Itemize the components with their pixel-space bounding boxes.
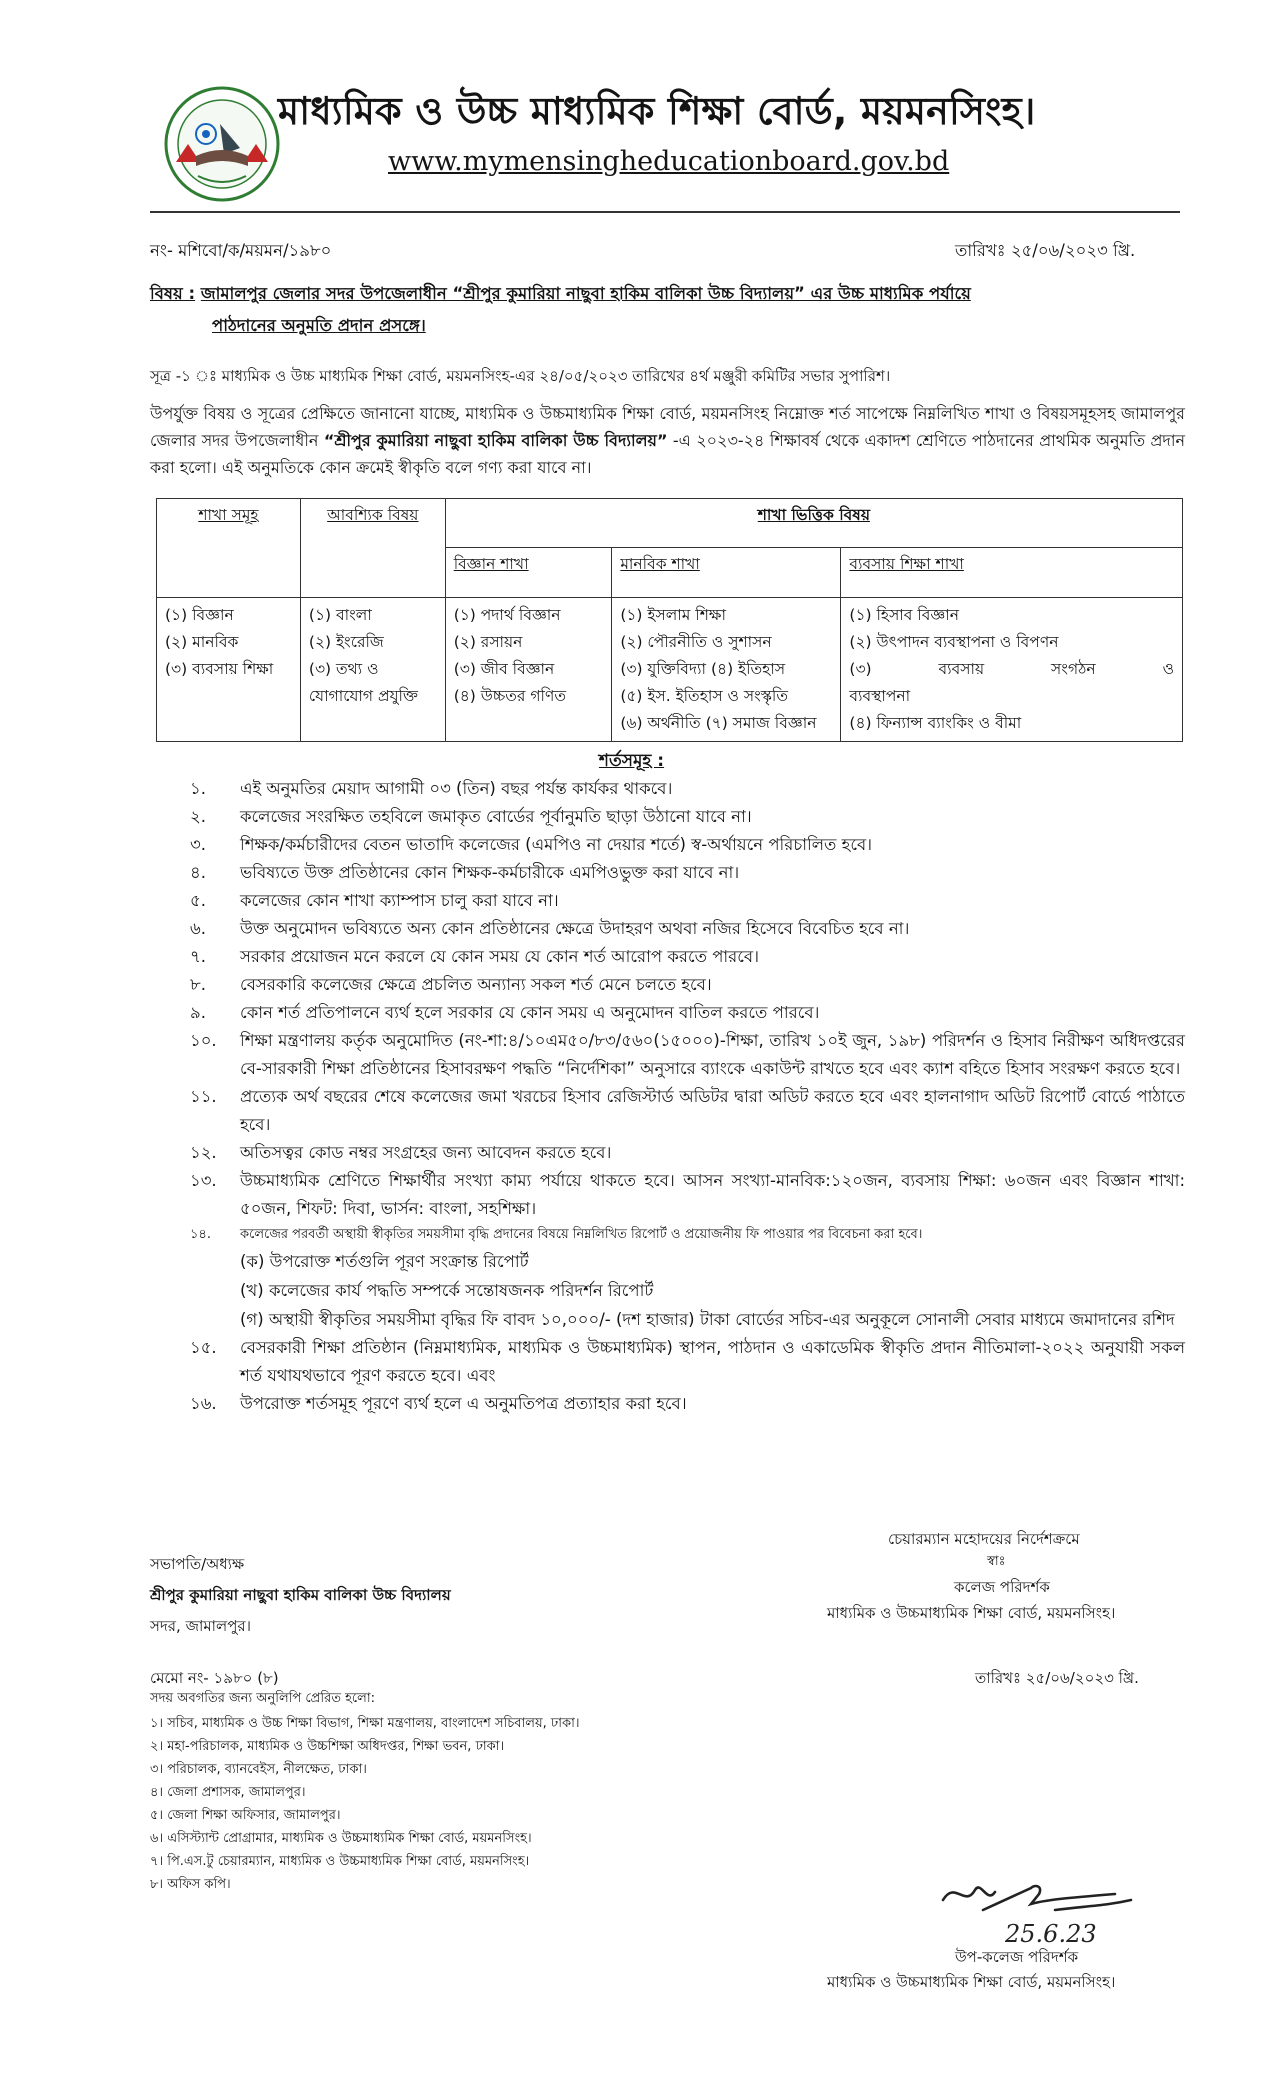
condition-text: উপরোক্ত শর্তসমূহ পূরণে ব্যর্থ হলে এ অনুমতিপত্র প্রত্যাহার করা হবে। [240, 1394, 687, 1413]
copy-item: ৫। জেলা শিক্ষা অফিসার, জামালপুর। [150, 1808, 341, 1823]
intro-paragraph [150, 400, 1185, 481]
condition-text: ভবিষ্যতে উক্ত প্রতিষ্ঠানের কোন শিক্ষক-কর্মচারীকে এমপিওভুক্ত করা যাবে না। [240, 863, 740, 882]
condition-text: কোন শর্ত প্রতিপালনে ব্যর্থ হলে সরকার যে কোন সময় এ অনুমোদন বাতিল করতে পারবে। [240, 1003, 820, 1022]
condition-item [190, 971, 1185, 999]
business-item: ব্যবস্থাপনা [849, 687, 911, 705]
condition-text: কলেজের কোন শাখা ক্যাম্পাস চালু করা যাবে না। [240, 891, 559, 910]
signatory-signed: স্বাঃ [987, 1554, 1006, 1569]
condition-number: ৬. [190, 919, 206, 938]
branch-item: (৩) ব্যবসায় শিক্ষা [165, 660, 274, 678]
science-cell [445, 598, 612, 742]
condition-number: ১৫. [190, 1338, 217, 1357]
col-compulsory-header: আবশ্যিক বিষয় [300, 499, 445, 598]
condition-number: ৩. [190, 835, 206, 854]
condition-text: শিক্ষা মন্ত্রণালয় কর্তৃক অনুমোদিত (নং-শা:৪/১০এম৫০/৮৩/৫৬০(১৫০০০)-শিক্ষা, তারিখ ১০ই জুন, ১৯৮) পরিদর্শন ও হিসাব নিরীক্ষণ অধিদপ্তরের বে-সারকারী শিক্ষা প্রতিষ্ঠানের হিসাবরক্ষণ পদ্ধতি “নির্দেশিকা” অনুসারে ব্যাংকে একাউন্ট রাখতে হবে এবং ক্যাশ বহিতে হিসাব সংরক্ষণ করতে হবে। [240, 1031, 1185, 1078]
col-branches-header: শাখা সমূহ [157, 499, 301, 598]
science-item: (৪) উচ্চতর গণিত [453, 687, 566, 705]
humanities-item: (৩) যুক্তিবিদ্যা (৪) ইতিহাস [620, 660, 786, 678]
board-logo [162, 84, 282, 204]
condition-item [190, 1027, 1185, 1083]
condition-item [190, 859, 1185, 887]
compulsory-item: (৩) তথ্য ও [308, 660, 379, 678]
subjects-table [156, 498, 1183, 742]
condition-item [190, 943, 1185, 971]
condition-item [190, 999, 1185, 1027]
board-website[interactable]: www.mymensingheducationboard.gov.bd [388, 146, 950, 177]
copy-item: ৮। অফিস কপি। [150, 1877, 231, 1892]
condition-number: ১. [190, 779, 206, 798]
handwritten-signature [935, 1860, 1145, 1950]
condition-text: উচ্চমাধ্যমিক শ্রেণিতে শিক্ষার্থীর সংখ্যা কাম্য পর্যায়ে থাকতে হবে। আসন সংখ্যা-মানবিক:১২০জন, ব্যবসায় শিক্ষা: ৬০জন এবং বিজ্ঞান শাখা: ৫০জন, শিফট: দিবা, ভার্সন: বাংলা, সহশিক্ষা। [240, 1171, 1185, 1218]
condition-text: বেসরকারি কলেজের ক্ষেত্রে প্রচলিত অন্যান্য সকল শর্ত মেনে চলতে হবে। [240, 975, 712, 994]
recipient-title: সভাপতি/অধ্যক্ষ [150, 1555, 245, 1573]
subject-line-2: পাঠদানের অনুমতি প্রদান প্রসঙ্গে। [212, 316, 426, 335]
subject-line-1: জামালপুর জেলার সদর উপজেলাধীন “শ্রীপুর কুমারিয়া নাছুবা হাকিম বালিকা উচ্চ বিদ্যালয়” এর উচ্চ মাধ্যমিক পর্যায়ে [200, 284, 971, 303]
humanities-item: (৫) ইস. ইতিহাস ও সংস্কৃতি [620, 687, 788, 705]
humanities-item: (৬) অর্থনীতি (৭) সমাজ বিজ্ঞান [620, 714, 817, 732]
signatory-by-order: চেয়ারম্যান মহোদয়ের নির্দেশক্রমে [888, 1530, 1080, 1548]
copy-list [150, 1712, 580, 1896]
condition-number: ১৪. [190, 1227, 212, 1242]
sub-humanities-header: মানবিক শাখা [612, 548, 841, 598]
business-cell [841, 598, 1183, 742]
branches-cell [157, 598, 301, 742]
memo2-date: তারিখঃ ২৫/০৬/২০২৩ খ্রি. [975, 1669, 1139, 1687]
signatory-board: মাধ্যমিক ও উচ্চমাধ্যমিক শিক্ষা বোর্ড, ময়মনসিংহ। [827, 1604, 1116, 1622]
condition-text: কলেজের সংরক্ষিত তহবিলে জমাকৃত বোর্ডের পূর্বানুমতি ছাড়া উঠানো যাবে না। [240, 807, 752, 826]
condition-text: শিক্ষক/কর্মচারীদের বেতন ভাতাদি কলেজের (এমপিও না দেয়ার শর্তে) স্ব-অর্থায়নে পরিচালিত হবে। [240, 835, 873, 854]
science-item: (২) রসায়ন [453, 633, 523, 651]
humanities-cell [612, 598, 841, 742]
subject-label: বিষয় : [150, 284, 196, 303]
condition-item [190, 775, 1185, 803]
condition-item [190, 915, 1185, 943]
memo2-number: মেমো নং- ১৯৮০ (৮) [150, 1669, 279, 1687]
condition-text: সরকার প্রয়োজন মনে করলে যে কোন সময় যে কোন শর্ত আরোপ করতে পারবে। [240, 947, 759, 966]
copy-item: ৭। পি.এস.টু চেয়ারম্যান, মাধ্যমিক ও উচ্চমাধ্যমিক শিক্ষা বোর্ড, ময়মনসিংহ। [150, 1854, 530, 1869]
deputy-board: মাধ্যমিক ও উচ্চমাধ্যমিক শিক্ষা বোর্ড, ময়মনসিংহ। [827, 1973, 1116, 1991]
condition-item [190, 1223, 1185, 1334]
condition-number: ৯. [190, 1003, 206, 1022]
condition-subitem: (গ) অস্থায়ী স্বীকৃতির সময়সীমা বৃদ্ধির ফি বাবদ ১০,০০০/- (দশ হাজার) টাকা বোর্ডের সচিব-এর অনুকূলে সোনালী সেবার মাধ্যমে জমাদানের রশিদ [240, 1310, 1175, 1329]
branch-item: (১) বিজ্ঞান [165, 606, 234, 624]
condition-with-subitems [240, 1223, 1185, 1334]
business-item: (২) উৎপাদন ব্যবস্থাপনা ও বিপণন [849, 633, 1059, 651]
deputy-designation: উপ-কলেজ পরিদর্শক [955, 1948, 1079, 1966]
intro-part-1: উপর্যুক্ত বিষয় ও সূত্রের প্রেক্ষিতে জানানো যাচ্ছে, মাধ্যমিক ও উচ্চমাধ্যমিক শিক্ষা বোর্ড, ময়মনসিংহ নিম্নোক্ত শর্ত সাপেক্ষে নিম্নলিখিত শাখা ও বিষয়সমূহসহ জামালপুর জেলার সদর উপজেলাধীন [150, 404, 1185, 450]
condition-subitem: (খ) কলেজের কার্য পদ্ধতি সম্পর্কে সন্তোষজনক পরিদর্শন রিপোর্ট [240, 1281, 654, 1300]
memo-number: নং- মশিবো/ক/ময়মন/১৯৮০ [150, 241, 332, 260]
signature-date: 25.6.23 [1005, 1920, 1097, 1948]
sub-science-header: বিজ্ঞান শাখা [445, 548, 612, 598]
science-item: (৩) জীব বিজ্ঞান [453, 660, 555, 678]
condition-text: এই অনুমতির মেয়াদ আগামী ০৩ (তিন) বছর পর্যন্ত কার্যকর থাকবে। [240, 779, 673, 798]
condition-item [190, 887, 1185, 915]
recipient-college: শ্রীপুর কুমারিয়া নাছুবা হাকিম বালিকা উচ্চ বিদ্যালয় [150, 1586, 451, 1604]
condition-item [190, 831, 1185, 859]
condition-text: কলেজের পরবর্তী অস্থায়ী স্বীকৃতির সময়সীমা বৃদ্ধি প্রদানের বিষয়ে নিম্নলিখিত রিপোর্ট ও প্রয়োজনীয় ফি পাওয়ার পর বিবেচনা করা হবে। [240, 1227, 923, 1242]
condition-item [190, 1334, 1185, 1390]
condition-number: ৭. [190, 947, 206, 966]
signatory-designation: কলেজ পরিদর্শক [954, 1578, 1050, 1596]
copy-item: ২। মহা-পরিচালক, মাধ্যমিক ও উচ্চশিক্ষা অধিদপ্তর, শিক্ষা ভবন, ঢাকা। [150, 1739, 505, 1754]
condition-item [190, 1390, 1185, 1418]
condition-number: ৪. [190, 863, 206, 882]
science-item: (১) পদার্থ বিজ্ঞান [453, 606, 561, 624]
compulsory-item: (২) ইংরেজি [308, 633, 384, 651]
business-item: (১) হিসাব বিজ্ঞান [849, 606, 959, 624]
memo-date: তারিখঃ ২৫/০৬/২০২৩ খ্রি. [955, 241, 1136, 260]
condition-number: ২. [190, 807, 206, 826]
condition-item [190, 1139, 1185, 1167]
condition-text: প্রত্যেক অর্থ বছরের শেষে কলেজের জমা খরচের হিসাব রেজিস্টার্ড অডিটর দ্বারা অডিট করতে হবে এবং হালনাগাদ অডিট রিপোর্ট বোর্ডে পাঠাতে হবে। [240, 1087, 1185, 1134]
sub-business-header: ব্যবসায় শিক্ষা শাখা [841, 548, 1183, 598]
condition-number: ১৬. [190, 1394, 217, 1413]
copy-item: ৬। এসিস্ট্যান্ট প্রোগ্রামার, মাধ্যমিক ও উচ্চমাধ্যমিক শিক্ষা বোর্ড, ময়মনসিংহ। [150, 1831, 532, 1846]
copy-intro: সদয় অবগতির জন্য অনুলিপি প্রেরিত হলো: [150, 1691, 375, 1706]
reference-line: সূত্র -১ ঃ মাধ্যমিক ও উচ্চ মাধ্যমিক শিক্ষা বোর্ড, ময়মনসিংহ-এর ২৪/০৫/২০২৩ তারিখের ৪র্থ মঞ্জুরী কমিটির সভার সুপারিশ। [150, 367, 891, 385]
condition-item [190, 803, 1185, 831]
branch-item: (২) মানবিক [165, 633, 239, 651]
condition-number: ৮. [190, 975, 206, 994]
condition-text: বেসরকারী শিক্ষা প্রতিষ্ঠান (নিম্নমাধ্যমিক, মাধ্যমিক ও উচ্চমাধ্যমিক) স্থাপন, পাঠদান ও একাডেমিক স্বীকৃতি প্রদান নীতিমালা-২০২২ অনুযায়ী সকল শর্ত যথাযথভাবে পূরণ করতে হবে। এবং [240, 1338, 1185, 1385]
copy-item: ১। সচিব, মাধ্যমিক ও উচ্চ শিক্ষা বিভাগ, শিক্ষা মন্ত্রণালয়, বাংলাদেশ সচিবালয়, ঢাকা। [150, 1716, 580, 1731]
humanities-item: (২) পৌরনীতি ও সুশাসন [620, 633, 772, 651]
copy-item: ৩। পরিচালক, ব্যানবেইস, নীলক্ষেত, ঢাকা। [150, 1762, 367, 1777]
copy-item: ৪। জেলা প্রশাসক, জামালপুর। [150, 1785, 306, 1800]
business-item: (৩) ব্যবসায় সংগঠন ও [849, 660, 1174, 678]
condition-number: ১৩. [190, 1171, 217, 1190]
conditions-heading: শর্তসমূহ : [598, 751, 665, 771]
condition-number: ১০. [190, 1031, 217, 1050]
subject-block [150, 278, 1110, 342]
intro-part-2: -এ ২০২৩-২৪ শিক্ষাবর্ষ থেকে একাদশ শ্রেণিতে পাঠদানের প্রাথমিক অনুমতি প্রদান করা হলো। এই অনুমতিকে কোন ক্রমেই স্বীকৃতি বলে গণ্য করা যাবে না। [150, 431, 1186, 477]
condition-number: ৫. [190, 891, 206, 910]
business-item: (৪) ফিন্যান্স ব্যাংকিং ও বীমা [849, 714, 1022, 732]
compulsory-cell [300, 598, 445, 742]
recipient-address: সদর, জামালপুর। [150, 1617, 251, 1635]
condition-number: ১১. [190, 1087, 217, 1106]
humanities-item: (১) ইসলাম শিক্ষা [620, 606, 726, 624]
col-group-header: শাখা ভিত্তিক বিষয় [445, 499, 1182, 548]
compulsory-item: (১) বাংলা [308, 606, 372, 624]
condition-number: ১২. [190, 1143, 217, 1162]
condition-item [190, 1083, 1185, 1139]
condition-item [190, 1167, 1185, 1223]
conditions-list [190, 775, 1185, 1418]
condition-subitem: (ক) উপরোক্ত শর্তগুলি পূরণ সংক্রান্ত রিপোর্ট [240, 1252, 529, 1271]
condition-text: অতিসত্বর কোড নম্বর সংগ্রহের জন্য আবেদন করতে হবে। [240, 1143, 612, 1162]
condition-text: উক্ত অনুমোদন ভবিষ্যতে অন্য কোন প্রতিষ্ঠানের ক্ষেত্রে উদাহরণ অথবা নজির হিসেবে বিবেচিত হবে না। [240, 919, 910, 938]
intro-institution: “শ্রীপুর কুমারিয়া নাছুবা হাকিম বালিকা উচ্চ বিদ্যালয়” [323, 431, 668, 450]
header-divider [150, 211, 1180, 213]
board-title: মাধ্যমিক ও উচ্চ মাধ্যমিক শিক্ষা বোর্ড, ময়মনসিংহ। [278, 89, 1036, 133]
compulsory-item: যোগাযোগ প্রযুক্তি [308, 687, 418, 705]
